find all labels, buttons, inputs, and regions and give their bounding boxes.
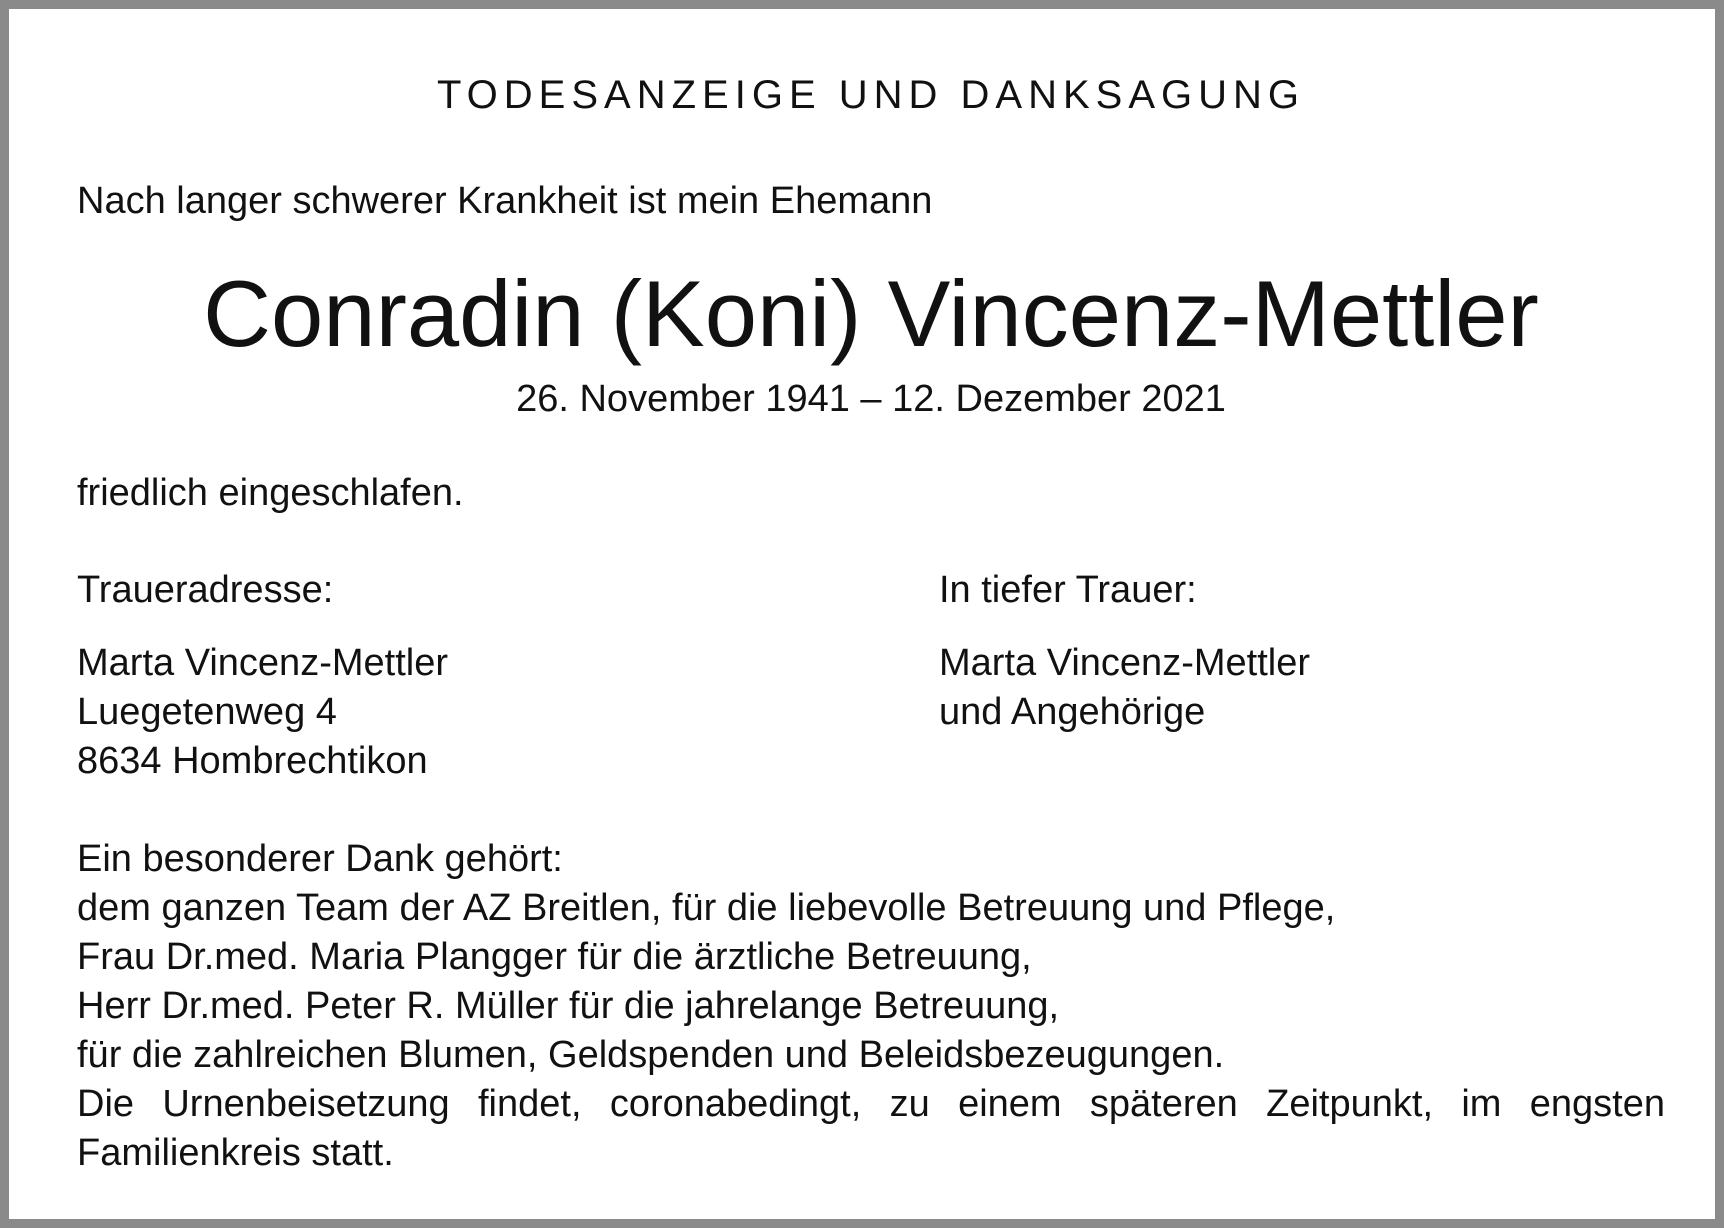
address-line: 8634 Hombrechtikon [77, 740, 428, 782]
notice-heading: TODESANZEIGE UND DANKSAGUNG [436, 73, 1306, 117]
mourners-line: Marta Vincenz-Mettler [939, 642, 1310, 684]
life-dates: 26. November 1941 – 12. Dezember 2021 [516, 378, 1226, 420]
thanks-line: Ein besonderer Dank gehört: [77, 838, 563, 880]
address-line: Marta Vincenz-Mettler [77, 642, 448, 684]
address-line: Luegetenweg 4 [77, 691, 337, 733]
address-label: Traueradresse: [77, 569, 334, 611]
thanks-line: Die Urnenbeisetzung findet, coronabedingt, zu einem späteren Zeitpunkt, im engsten [77, 1083, 1665, 1125]
address-block [77, 639, 448, 786]
mourners-block [939, 639, 1310, 737]
intro-text: Nach langer schwerer Krankheit ist mein Ehemann [77, 180, 933, 222]
thanks-line: Frau Dr.med. Maria Plangger für die ärztliche Betreuung, [77, 936, 1032, 978]
deceased-name: Conradin (Koni) Vincenz-Mettler [203, 261, 1539, 366]
mourners-label: In tiefer Trauer: [939, 569, 1197, 611]
thanks-line: Herr Dr.med. Peter R. Müller für die jahrelange Betreuung, [77, 985, 1060, 1027]
thanks-section [77, 835, 1665, 1178]
thanks-line: für die zahlreichen Blumen, Geldspenden und Beleidsbezeugungen. [77, 1034, 1225, 1076]
thanks-line: dem ganzen Team der AZ Breitlen, für die liebevolle Betreuung und Pflege, [77, 887, 1336, 929]
mourners-line: und Angehörige [939, 691, 1206, 733]
outro-text: friedlich eingeschlafen. [77, 472, 464, 514]
thanks-line: Familienkreis statt. [77, 1132, 394, 1174]
